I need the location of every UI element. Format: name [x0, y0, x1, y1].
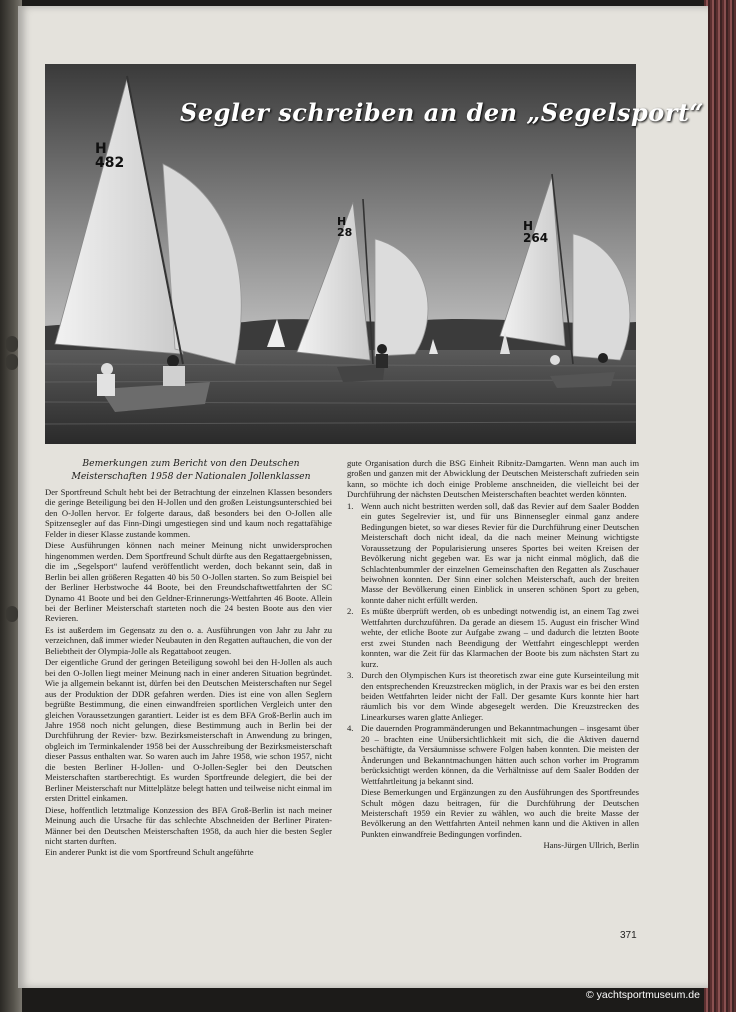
numbered-points	[347, 501, 639, 786]
paragraph: Es ist außerdem im Gegensatz zu den o. a. Ausführungen von Jahr zu Jahr zu verzeichnen, daß immer wieder Neubauten in den Regatten auftauchen, die von der Beliebtheit der Olympia-Jolle als Regattaboot zeugen.	[45, 624, 332, 656]
sail-number-2	[337, 216, 352, 238]
list-text: Es müßte überprüft werden, ob es unbedingt notwendig ist, an einem Tag zwei Wettfahrten durchzuführen. Da gerade an diesem 15. August ein frischer Wind wehte, der etliche Boote zur Aufgabe zwang – und dadurch die letzten Boote erst zwei Stunden nach Beendigung der Wettfahrt eingeschleppt werden konnten, war die Zeit für das Klarmachen der Boote bis zum nächsten Start zu kurz.	[361, 606, 639, 669]
article-title: Segler schreiben an den „Segelsport“	[180, 98, 704, 127]
sail-number-3	[523, 220, 548, 244]
list-text: Die dauernden Programmänderungen und Bekanntmachungen – insgesamt über 20 – brachten eine Unübersichtlichkeit mit sich, die die Aktiven dauernd beschäftigte, da Versäumnisse schwere Folgen haben konnten. Die meisten der Änderungen und Bekanntmachungen hätten auch schon vorher im Programm berücksichtigt werden können, da die Verhältnisse auf dem Saaler Bodden der Wettfahrtleitung ja bekannt sind.	[361, 723, 639, 786]
article-subheading: Bemerkungen zum Bericht von den Deutschen Meisterschaften 1958 der Nationalen Jollenklassen	[71, 458, 311, 482]
sail-class-letter: H	[337, 215, 347, 228]
paragraph: Diese, hoffentlich letztmalige Konzession des BFA Groß-Berlin ist nach meiner Meinung auch die Ursache für das schlechte Abschneiden der Berliner Piraten-Männer bei den Deutschen Meisterschaften 1958, da auch hier die besten Segler nicht starten durften.	[45, 804, 332, 846]
paragraph: gute Organisation durch die BSG Einheit Ribnitz-Damgarten. Wenn man auch im großen und ganzen mit der Abwicklung der Deutschen Meisterschaft zufrieden sein kann, so möchte ich doch einige Probleme anschneiden, die vielleicht bei der Durchführung der nächsten Deutschen Meisterschaften beachtet werden könnten.	[347, 458, 639, 500]
paragraph: Der Sportfreund Schult hebt bei der Betrachtung der einzelnen Klassen besonders die geringe Beteiligung bei den H-Jollen und den großen Leistungsunterschied bei den O-Jollen hervor. Er folgerte daraus, daß besonders bei den O-Jollen alle Spitzensegler auf das Finn-Dingi umgestiegen sind und kaum noch regattafähige Felder in dieser Klasse zustande kommen.	[45, 487, 332, 539]
paragraph: Ein anderer Punkt ist die vom Sportfreund Schult angeführte	[45, 847, 254, 858]
list-number: 3.	[347, 670, 354, 681]
copyright-notice: © yachtsportmuseum.de	[586, 989, 700, 1001]
list-item	[347, 606, 639, 669]
list-number: 2.	[347, 606, 354, 617]
sail-number: 264	[523, 231, 549, 245]
right-column	[347, 458, 639, 851]
list-text: Wenn auch nicht bestritten werden soll, daß das Revier auf dem Saaler Bodden ein gutes Segelrevier ist, und für uns Binnensegler einmal ganz andere Bedingungen bietet, so war dieses Revier für die Durchführung einer Deutschen Meisterschaft doch nicht ideal, da die nach meiner Meinung wichtigste Voraussetzung der Popularisierung unseres Sportes bei weiten Kreisen der Bevölkerung nicht gegeben war. Es war ja nicht einmal möglich, daß die Schlachtenbummler der einzelnen Gemeinschaften den Regatten als Zuschauer beiwohnen konnten. Der Sinn einer solchen Meisterschaft, auch der breiten Masse der Bevölkerung einen Einblick in unseren schönen Sport zu geben, konnte daher nicht erfüllt werden.	[361, 500, 639, 605]
left-column	[45, 487, 332, 859]
list-number: 4.	[347, 723, 354, 734]
author-signature: Hans-Jürgen Ullrich, Berlin	[543, 840, 639, 851]
sail-class-letter: H	[95, 141, 107, 157]
list-item	[347, 670, 639, 722]
sail-number-1	[95, 142, 124, 170]
list-text: Durch den Olympischen Kurs ist theoretisch zwar eine gute Kurseinteilung mit den entsprechenden Kreuzstrecken möglich, in der Praxis war es bei den ersten beiden Wettfahrten leider nicht der Fall. Der gesamte Kurs konnte hier hart räumlich bis vor dem Winde abgesegelt werden. Die Kreuzstrecken des Linearkurses waren glatte Anlieger.	[361, 670, 639, 722]
list-number: 1.	[347, 500, 354, 511]
paragraph: Der eigentliche Grund der geringen Beteiligung sowohl bei den H-Jollen als auch bei den O-Jollen liegt meiner Meinung nach in einer anderen Situation begründet. Wie ja allgemein bekannt ist, dürfen bei den Deutschen Meisterschaften nur Segel aus der Produktion der DDR gefahren werden. Dies ist eine von allen Seglern begrüßte Bestimmung, die einen einwandfreien sportlichen Vergleich unter den gleichen Voraussetzungen garantiert. Leider ist es dem BFA Groß-Berlin auch im Jahre 1958 noch nicht gelungen, diese Bestimmung auch in Berlin bei der Durchführung der Revier- bzw. Bezirksmeisterschaft in Anwendung zu bringen, obgleich im Terminkalender 1958 bei der Ausschreibung der Bezirksmeisterschaft dieser Passus enthalten war. So waren auch im Jahre 1958, wie schon 1957, nicht die besten Berliner H-Jollen- und O-Jollen-Segler bei den Deutschen Meisterschaften startberechtigt. Es wurden Sportfreunde delegiert, die bei der Berliner Meisterschaft nur Mittelplätze belegt hatten und teilweise nicht einmal im ersten Drittel einkamen.	[45, 657, 332, 804]
book-page-edges	[704, 0, 736, 1012]
paragraph: Diese Ausführungen können nach meiner Meinung nicht unwidersprochen hingenommen werden. Dem Sportfreund Schult dürfte aus den Regattaergebnissen, die im „Segelsport“ laufend veröffentlicht werden, doch bekannt sein, daß in Berlin bei allen größeren Regatten 40 bis 50 O-Jollen starten. So zum Beispiel bei der Berliner Herbstwoche 44 Boote, bei den Freundschaftwettfahrten der SC Dynamo 41 Boote und bei den Geldner-Erinnerungs-Wettfahrten 46 Boote. Allein bei der Berliner Meisterschaft starteten noch die 24 besten Boote aus den vier Revieren.	[45, 540, 332, 624]
page-number: 371	[620, 930, 637, 941]
binding-hole	[6, 354, 18, 370]
closing-paragraph: Diese Bemerkungen und Ergänzungen zu den Ausführungen des Sportfreundes Schult mögen dazu beitragen, für die Durchführung der Deutschen Meisterschaft 1959 ein Revier zu wählen, wo auch die breite Masse der Bevölkerung an den Wettfahrten Anteil nehmen kann und die Aktiven in allen Punkten einwandfreie Bedingungen vorfinden.	[361, 787, 639, 839]
list-item	[347, 723, 639, 786]
binding-hole	[6, 606, 18, 622]
sail-class-letter: H	[523, 219, 534, 233]
list-item	[347, 501, 639, 606]
binding-hole	[6, 336, 18, 352]
sail-number: 28	[337, 226, 353, 239]
sail-number: 482	[95, 155, 125, 171]
